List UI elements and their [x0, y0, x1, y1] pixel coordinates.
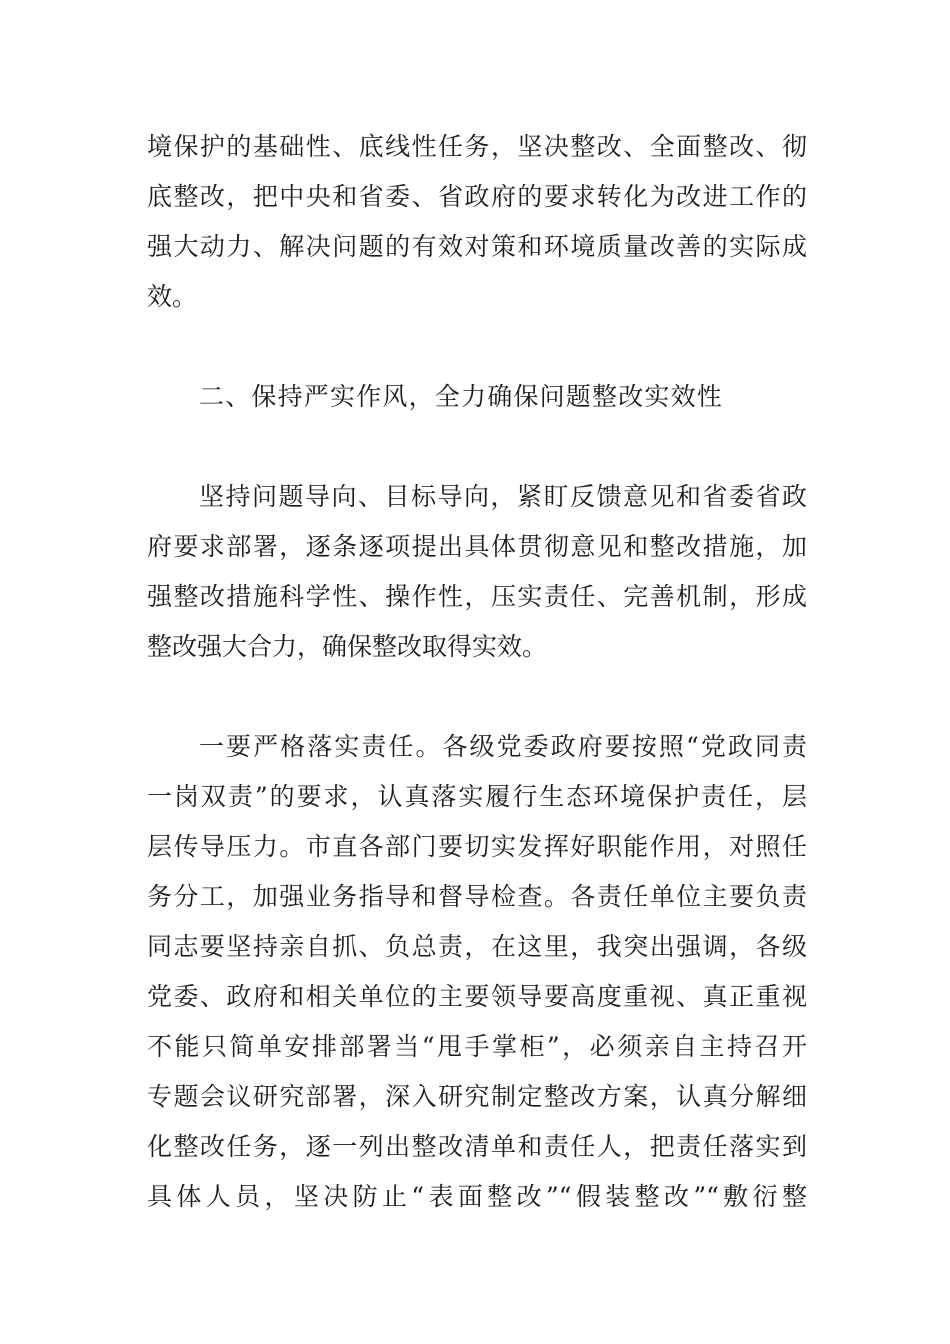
paragraph-1-line-1: 境保护的基础性、底线性任务，坚决整改、全面整改、彻 [147, 132, 807, 161]
paragraph-2-line-4: 整改强大合力，确保整改取得实效。 [147, 632, 548, 661]
paragraph-1-line-3: 强大动力、解决问题的有效对策和环境质量改善的实际成 [147, 232, 807, 261]
paragraph-3-line-7: 不能只简单安排部署当“甩手掌柜”，必须亲自主持召开 [147, 1032, 807, 1061]
paragraph-3-line-9: 化整改任务，逐一列出整改清单和责任人，把责任落实到 [147, 1132, 807, 1161]
paragraph-2-line-3: 强整改措施科学性、操作性，压实责任、完善机制，形成 [147, 582, 807, 611]
paragraph-3-line-1: 一要严格落实责任。各级党委政府要按照“党政同责 [199, 732, 807, 761]
paragraph-3-line-4: 务分工，加强业务指导和督导检查。各责任单位主要负责 [147, 882, 807, 911]
paragraph-3-line-3: 层传导压力。市直各部门要切实发挥好职能作用，对照任 [147, 832, 807, 861]
paragraph-1-line-2: 底整改，把中央和省委、省政府的要求转化为改进工作的 [147, 182, 807, 211]
paragraph-2-line-1: 坚持问题导向、目标导向，紧盯反馈意见和省委省政 [199, 482, 807, 511]
paragraph-3-line-8: 专题会议研究部署，深入研究制定整改方案，认真分解细 [147, 1082, 807, 1111]
paragraph-3-line-6: 党委、政府和相关单位的主要领导要高度重视、真正重视 [147, 982, 807, 1011]
section-heading: 二、保持严实作风，全力确保问题整改实效性 [199, 382, 724, 411]
paragraph-3-line-5: 同志要坚持亲自抓、负总责，在这里，我突出强调，各级 [147, 932, 807, 961]
paragraph-2-line-2: 府要求部署，逐条逐项提出具体贯彻意见和整改措施，加 [147, 532, 807, 561]
paragraph-3-line-2: 一岗双责”的要求，认真落实履行生态环境保护责任，层 [147, 782, 807, 811]
paragraph-3-line-10: 具体人员，坚决防止“表面整改”“假装整改”“敷衍整 [147, 1182, 807, 1211]
paragraph-1-line-4: 效。 [147, 282, 198, 311]
